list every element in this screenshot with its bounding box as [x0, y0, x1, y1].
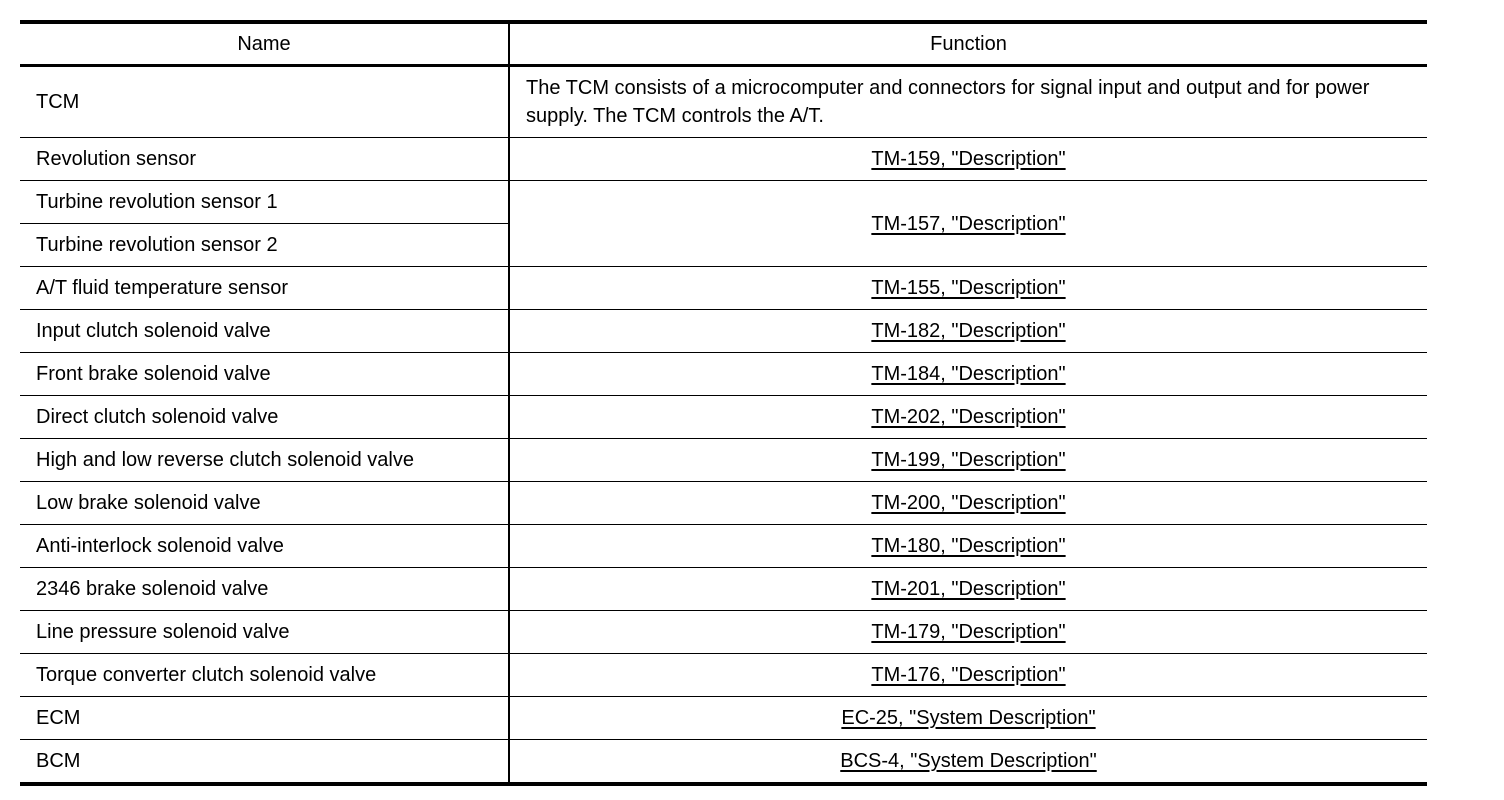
- table-row: [20, 353, 1427, 396]
- reference-link[interactable]: TM-159, "Description": [871, 148, 1066, 170]
- table-row: [20, 439, 1427, 482]
- reference-link[interactable]: TM-157, "Description": [871, 212, 1066, 235]
- reference-link[interactable]: BCS-4, "System Description": [840, 750, 1097, 772]
- component-name: Low brake solenoid valve: [20, 482, 509, 525]
- table-row: [20, 611, 1427, 654]
- component-name: Front brake solenoid valve: [20, 353, 509, 396]
- component-name: ECM: [20, 697, 509, 740]
- reference-cell: [509, 439, 1427, 482]
- component-table-sheet: [20, 20, 1427, 786]
- reference-link[interactable]: TM-199, "Description": [871, 449, 1066, 471]
- component-name: Line pressure solenoid valve: [20, 611, 509, 654]
- table-row: [20, 482, 1427, 525]
- reference-cell: [509, 525, 1427, 568]
- component-name: Anti-interlock solenoid valve: [20, 525, 509, 568]
- component-name: Direct clutch solenoid valve: [20, 396, 509, 439]
- table-row: [20, 396, 1427, 439]
- reference-link[interactable]: TM-182, "Description": [871, 320, 1066, 342]
- reference-cell: [509, 740, 1427, 785]
- table-row: [20, 568, 1427, 611]
- table-row: [20, 525, 1427, 568]
- table-row: [20, 697, 1427, 740]
- reference-cell: [509, 482, 1427, 525]
- column-header-function: Function: [509, 22, 1427, 66]
- component-function-table: [20, 20, 1427, 786]
- component-name: Torque converter clutch solenoid valve: [20, 654, 509, 697]
- reference-cell: [509, 611, 1427, 654]
- component-name: 2346 brake solenoid valve: [20, 568, 509, 611]
- column-header-name: Name: [20, 22, 509, 66]
- table-row: [20, 181, 1427, 224]
- reference-link[interactable]: TM-184, "Description": [871, 363, 1066, 385]
- reference-cell: [509, 396, 1427, 439]
- table-header-row: [20, 22, 1427, 66]
- component-name: Turbine revolution sensor 1: [20, 181, 509, 224]
- reference-link[interactable]: EC-25, "System Description": [841, 707, 1096, 729]
- reference-cell: [509, 353, 1427, 396]
- reference-link[interactable]: TM-176, "Description": [871, 664, 1066, 686]
- table-row-tcm: [20, 66, 1427, 138]
- component-name: TCM: [20, 66, 509, 138]
- table-row: [20, 740, 1427, 785]
- component-name: BCM: [20, 740, 509, 785]
- table-row: [20, 654, 1427, 697]
- table-row: [20, 310, 1427, 353]
- reference-cell: [509, 181, 1427, 267]
- reference-link[interactable]: TM-179, "Description": [871, 621, 1066, 643]
- reference-cell: [509, 654, 1427, 697]
- reference-cell: [509, 697, 1427, 740]
- component-name: Input clutch solenoid valve: [20, 310, 509, 353]
- reference-link[interactable]: TM-200, "Description": [871, 492, 1066, 514]
- reference-link[interactable]: TM-180, "Description": [871, 535, 1066, 557]
- component-name: Turbine revolution sensor 2: [20, 224, 509, 267]
- component-function-text: The TCM consists of a microcomputer and connectors for signal input and output and for power supply. The TCM controls the A/T.: [509, 66, 1427, 138]
- reference-link[interactable]: TM-155, "Description": [871, 277, 1066, 299]
- table-row: [20, 138, 1427, 181]
- reference-link[interactable]: TM-201, "Description": [871, 578, 1066, 600]
- component-name: A/T fluid temperature sensor: [20, 267, 509, 310]
- reference-link[interactable]: TM-202, "Description": [871, 406, 1066, 428]
- table-row: [20, 267, 1427, 310]
- reference-cell: [509, 138, 1427, 181]
- component-name: High and low reverse clutch solenoid valve: [20, 439, 509, 482]
- reference-cell: [509, 568, 1427, 611]
- component-name: Revolution sensor: [20, 138, 509, 181]
- reference-cell: [509, 267, 1427, 310]
- reference-cell: [509, 310, 1427, 353]
